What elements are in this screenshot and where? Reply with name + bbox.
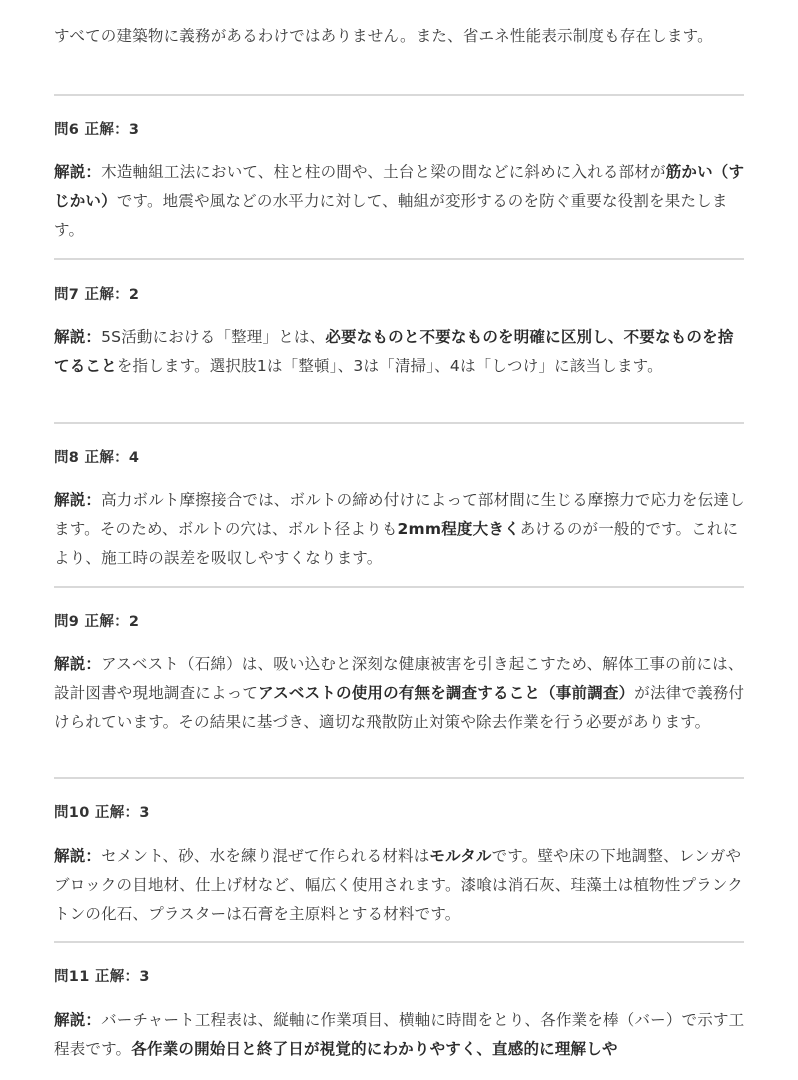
explanation-text: 高力ボルト摩擦接合では、ボルトの締め付けによって部材間に生じる摩擦力で応力を伝達します。そのため、ボルトの穴は、ボルト径よりも [54,491,745,538]
emphasis-text: 2mm程度大きく [397,520,520,538]
explanation-text: を指します。選択肢1は「整頓」、3は「清掃」、4は「しつけ」に該当します。 [116,357,663,375]
question-heading: 問8 正解：4 [54,450,140,466]
emphasis-text: 筋かい（すじかい） [54,163,745,210]
question-heading: 問11 正解：3 [54,969,150,985]
explanation-label: 解説： [54,491,102,509]
answer-explanation [54,323,746,381]
answer-explanation [54,650,746,737]
explanation-label: 解説： [54,328,102,346]
explanation-label: 解説： [54,847,102,865]
explanation-text: です。壁や床の下地調整、レンガやブロックの目地材、仕上げ材など、幅広く使用されます。漆喰は消石灰、珪藻土は植物性プランクトンの化石、プラスターは石膏を主原料とする材料です。 [54,847,743,923]
explanation-text: 5S活動における「整理」とは、 [101,328,326,346]
answer-explanation [54,486,746,573]
section-divider [54,422,744,424]
section-divider [54,777,744,779]
explanation-label: 解説： [54,655,102,673]
answer-explanation [54,158,746,245]
explanation-text: あけるのが一般的です。これにより、施工時の誤差を吸収しやすくなります。 [54,520,739,567]
emphasis-text: 各作業の開始日と終了日が視覚的にわかりやすく、直感的に理解しや [131,1040,618,1058]
question-heading: 問7 正解：2 [54,287,140,303]
question-heading: 問9 正解：2 [54,614,140,630]
explanation-text: セメント、砂、水を練り混ぜて作られる材料は [101,847,430,865]
section-divider [54,941,744,943]
section-divider [54,586,744,588]
question-heading: 問10 正解：3 [54,805,150,821]
explanation-label: 解説： [54,1011,102,1029]
section-divider [54,94,744,96]
explanation-label: 解説： [54,163,102,181]
explanation-text: が法律で義務付けられています。その結果に基づき、適切な飛散防止対策や除去作業を行う必要があります。 [54,684,745,731]
question-heading: 問6 正解：3 [54,122,140,138]
emphasis-text: 必要なものと不要なものを明確に区別し、不要なものを捨てること [54,328,734,375]
explanation-text: バーチャート工程表は、縦軸に作業項目、横軸に時間をとり、各作業を棒（バー）で示す工程表です。 [54,1011,745,1058]
explanation-text: アスベスト（石綿）は、吸い込むと深刻な健康被害を引き起こすため、解体工事の前には、設計図書や現地調査によって [54,655,744,702]
answer-explanation [54,842,746,929]
emphasis-text: モルタル [429,847,492,865]
emphasis-text: アスベストの使用の有無を調査すること（事前調査） [258,684,635,702]
explanation-text: 木造軸組工法において、柱と柱の間や、土台と梁の間などに斜めに入れる部材が [101,163,666,181]
answer-explanation [54,1006,746,1064]
intro-paragraph: すべての建築物に義務があるわけではありません。また、省エネ性能表示制度も存在します。 [54,27,713,45]
explanation-text: です。地震や風などの水平力に対して、軸組が変形するのを防ぐ重要な役割を果たします。 [54,192,728,239]
section-divider [54,258,744,260]
